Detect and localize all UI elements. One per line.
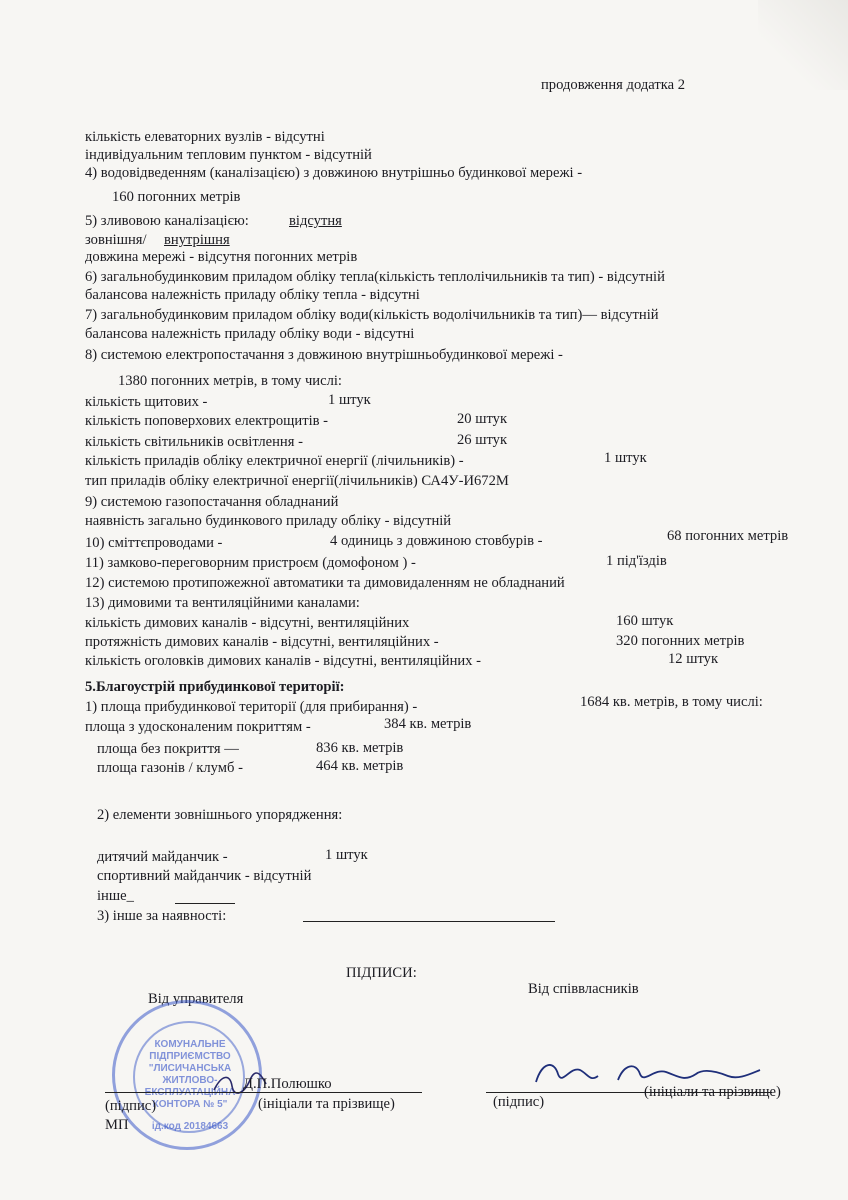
text-line: 9) системою газопостачання обладнаний: [85, 494, 339, 510]
text-line: 8) системою електропостачання з довжиною внутрішньобудинкової мережі -: [85, 347, 563, 363]
text-line: 1380 погонних метрів, в тому числі:: [118, 373, 342, 389]
text-line: кількість щитових -: [85, 394, 208, 410]
text-line: 12) системою протипожежної автоматики та димовидаленням не обладнаний: [85, 575, 565, 591]
text-line: площа без покриття —: [97, 741, 239, 757]
text-value: 320 погонних метрів: [616, 633, 745, 649]
text-value: 464 кв. метрів: [316, 758, 404, 774]
text-value: 1 під'їздів: [606, 553, 667, 569]
text-line: індивідуальним тепловим пунктом - відсутній: [85, 147, 372, 163]
signature-label: (підпис): [493, 1094, 545, 1110]
text-line: площа з удосконаленим покриттям -: [85, 719, 311, 735]
stamp-text: КОНТОРА № 5": [152, 1099, 228, 1110]
stamp-text: ЖИТЛОВО-: [162, 1075, 218, 1086]
text-line: наявність загально будинкового приладу обліку - відсутній: [85, 513, 452, 529]
seal-mark: МП: [105, 1117, 129, 1133]
text-value: 68 погонних метрів: [667, 528, 789, 544]
text-line: кількість димових каналів - відсутні, вентиляційних: [85, 615, 410, 631]
text-value: 26 штук: [457, 432, 508, 448]
text-line: кількість поповерхових електрощитів -: [85, 413, 329, 429]
text-line: 4) водовідведенням (каналізацією) з довжиною внутрішньо будинкової мережі -: [85, 165, 583, 181]
text-line: протяжність димових каналів - відсутні, вентиляційних -: [85, 634, 439, 650]
text-value: 1684 кв. метрів, в тому числі:: [580, 694, 763, 710]
text-line: 7) загальнобудинковим приладом обліку води(кількість водолічильників та тип)— відсутній: [85, 307, 659, 323]
owners-side-title: Від співвласників: [528, 981, 639, 997]
text-line: 13) димовими та вентиляційними каналами:: [85, 595, 360, 611]
name-label: (ініціали та прізвище): [644, 1084, 781, 1100]
text-line: 11) замково-переговорним пристроєм (домофоном ) -: [85, 555, 416, 571]
text-line: інше_: [97, 888, 134, 904]
appendix-header: продовження додатка 2: [541, 77, 686, 93]
text-value: 836 кв. метрів: [316, 740, 404, 756]
text-line: довжина мережі - відсутня погонних метрів: [85, 249, 358, 265]
text-line: дитячий майданчик -: [97, 849, 228, 865]
section-heading: 5.Благоустрій прибудинкової території:: [85, 679, 345, 695]
text-line: кількість світильників освітлення -: [85, 434, 303, 450]
text-line: тип приладів обліку електричної енергії(лічильників) СА4У-И672М: [85, 473, 509, 489]
text-line: 5) зливовою каналізацією:: [85, 213, 249, 229]
text-value: відсутня: [289, 213, 342, 229]
stamp-text: "ЛИСИЧАНСЬКА: [148, 1063, 232, 1074]
text-line: кількість оголовків димових каналів - відсутні, вентиляційних -: [85, 653, 481, 669]
page-fold-shadow: [758, 0, 848, 90]
text-line: 160 погонних метрів: [112, 189, 241, 205]
blank-line: [175, 903, 235, 904]
signature-label: (підпис): [105, 1098, 157, 1114]
text-value: 1 штук: [325, 847, 368, 863]
text-line: спортивний майданчик - відсутній: [97, 868, 312, 884]
text-line: площа газонів / клумб -: [97, 760, 243, 776]
text-line: 3) інше за наявності:: [97, 908, 227, 924]
stamp-text: ЕКСПЛУАТАЦІЙНА: [144, 1087, 236, 1098]
manager-side-title: Від управителя: [148, 991, 244, 1007]
text-line: балансова належність приладу обліку тепла - відсутні: [85, 287, 420, 303]
text-line: зовнішня/: [85, 232, 147, 248]
text-value: 160 штук: [616, 613, 674, 629]
text-value: 1 штук: [328, 392, 371, 408]
signature-line: [105, 1092, 422, 1093]
stamp-text: ПІДПРИЄМСТВО: [149, 1051, 231, 1062]
text-value: 1 штук: [604, 450, 647, 466]
text-line: 10) сміттєпроводами -: [85, 535, 223, 551]
text-line: кількість приладів обліку електричної енергії (лічильників) -: [85, 453, 464, 469]
blank-line: [303, 921, 555, 922]
signatures-title: ПІДПИСИ:: [346, 965, 417, 981]
text-line: 6) загальнобудинковим приладом обліку тепла(кількість теплолічильників та тип) - відсутній: [85, 269, 665, 285]
text-line: 2) елементи зовнішнього упорядження:: [97, 807, 343, 823]
manager-name: Д.П.Полюшко: [243, 1076, 332, 1092]
text-line: балансова належність приладу обліку води - відсутні: [85, 326, 415, 342]
text-line: 1) площа прибудинкової території (для прибирання) -: [85, 699, 418, 715]
text-value: 20 штук: [457, 411, 508, 427]
text-line: кількість елеваторних вузлів - відсутні: [85, 129, 325, 145]
text-value: 384 кв. метрів: [384, 716, 472, 732]
stamp-text: КОМУНАЛЬНЕ: [154, 1039, 226, 1050]
name-label: (ініціали та прізвище): [258, 1096, 395, 1112]
text-value: внутрішня: [164, 232, 230, 248]
text-value: 12 штук: [668, 651, 719, 667]
stamp-text: ід.код 20184663: [151, 1121, 229, 1132]
text-value: 4 одиниць з довжиною стовбурів -: [330, 533, 543, 549]
